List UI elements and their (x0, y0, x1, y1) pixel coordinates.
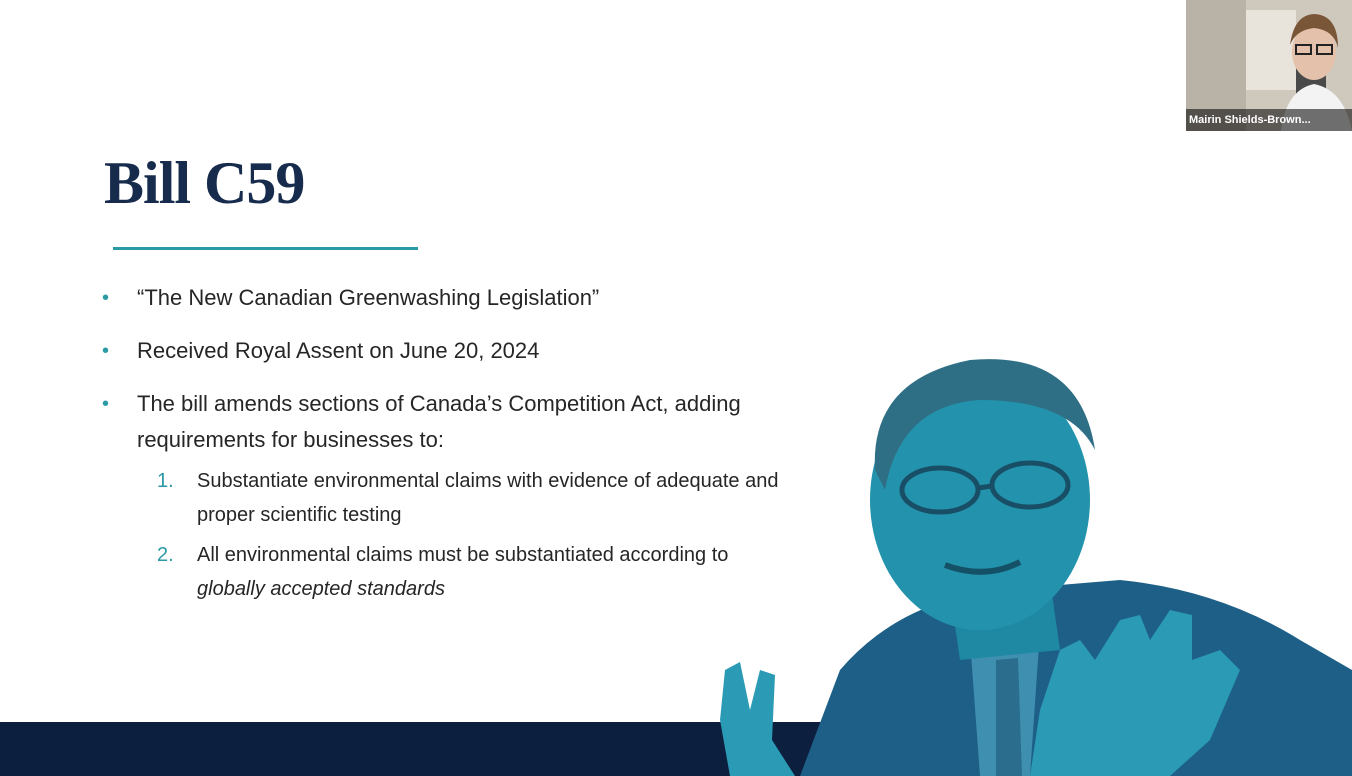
item-text: All environmental claims must be substantiated according to (197, 544, 729, 566)
bullet-list (100, 280, 780, 623)
item-text-emphasis: globally accepted standards (197, 578, 445, 600)
participant-video-tile[interactable] (1186, 0, 1352, 131)
bullet-dot-icon: • (102, 287, 110, 309)
bullet-text: The bill amends sections of Canada’s Competition Act, adding requirements for businesses to: (137, 391, 741, 452)
title-underline (113, 247, 418, 250)
item-number: 1. (157, 470, 174, 492)
item-number: 2. (157, 544, 174, 566)
bullet-item (100, 333, 780, 369)
slide-title: Bill C59 (104, 150, 305, 216)
bullet-text: “The New Canadian Greenwashing Legislation” (137, 285, 600, 310)
bullet-item (100, 280, 780, 316)
speaker-photo (700, 340, 1352, 776)
bullet-text: Received Royal Assent on June 20, 2024 (137, 338, 540, 363)
item-text: Substantiate environmental claims with evidence of adequate and proper scientific testing (197, 470, 779, 526)
numbered-item (137, 538, 780, 606)
bullet-dot-icon: • (102, 340, 110, 362)
participant-name-label: Mairin Shields-Brown... (1186, 109, 1352, 131)
bullet-dot-icon: • (102, 393, 110, 415)
numbered-item (137, 464, 780, 532)
bullet-item (100, 386, 780, 606)
numbered-list (137, 464, 780, 606)
